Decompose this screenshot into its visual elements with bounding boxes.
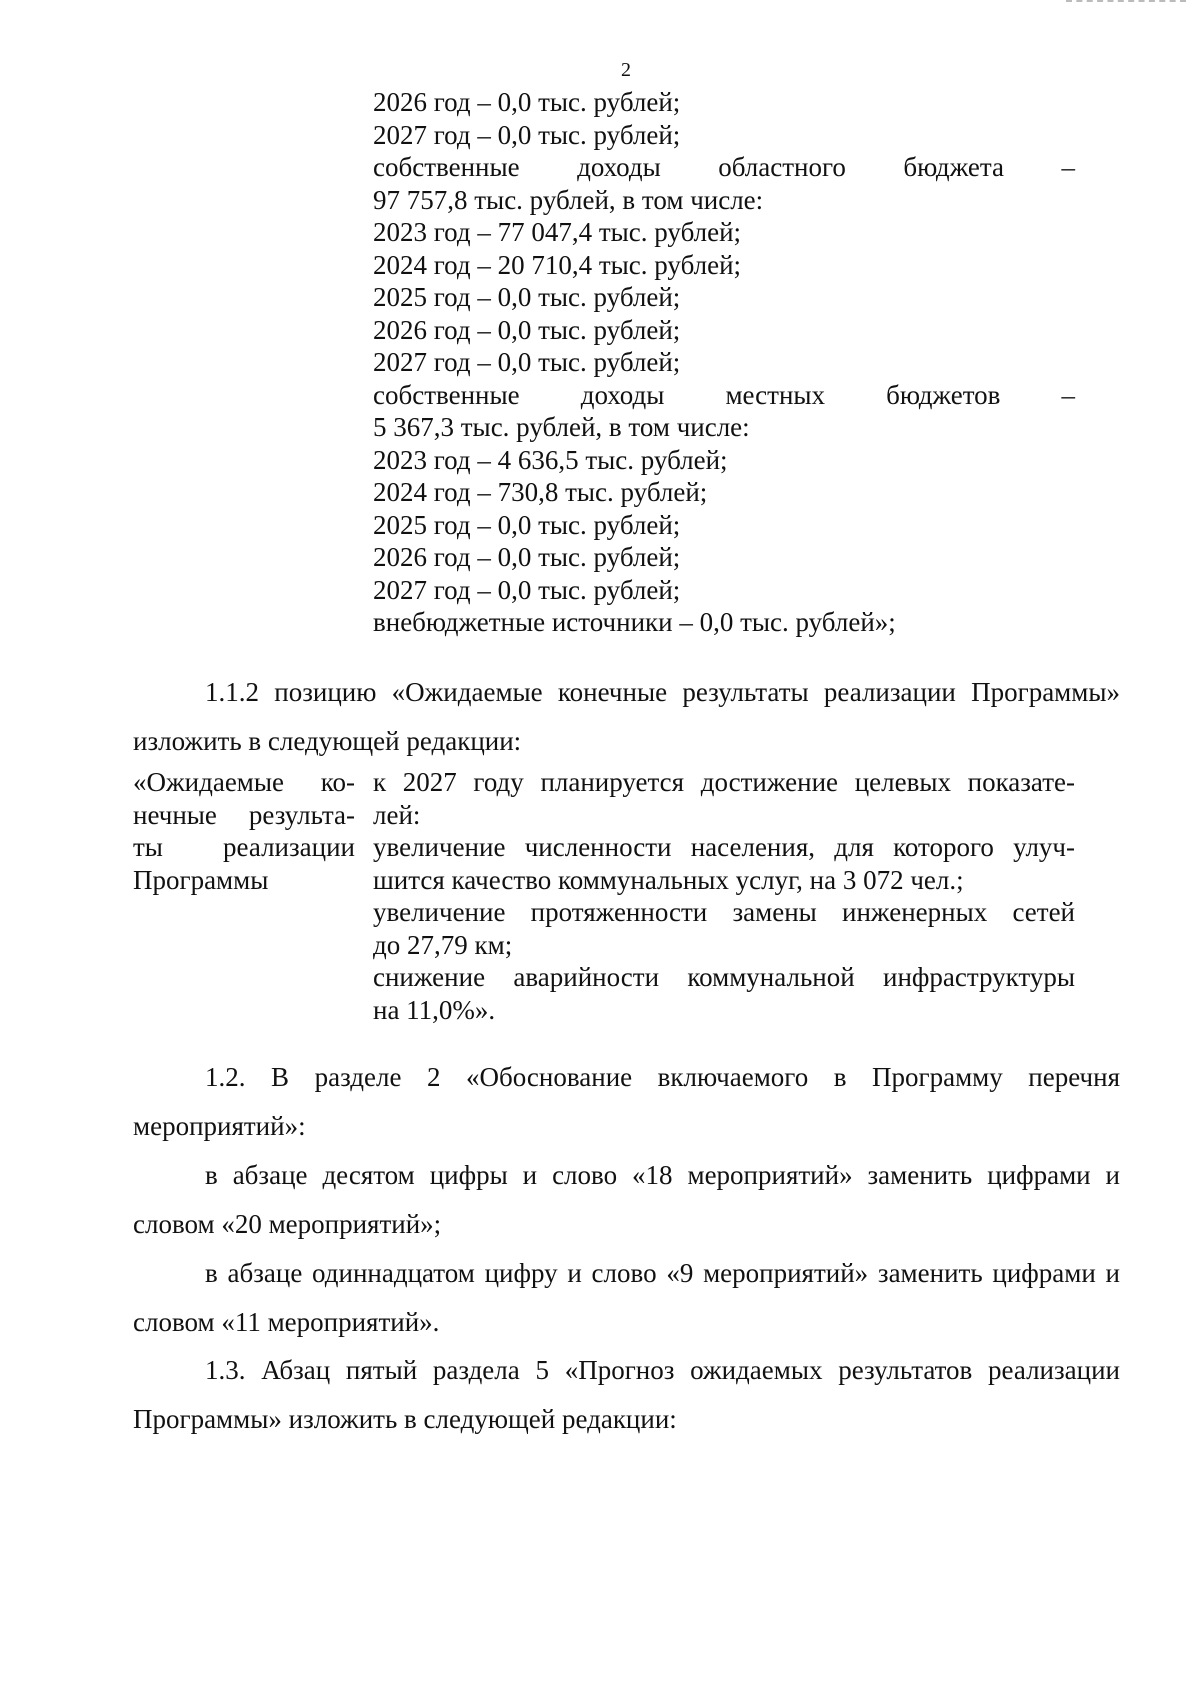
results-table xyxy=(133,766,1075,1026)
budget-line: 2024 год – 730,8 тыс. рублей; xyxy=(373,477,708,507)
budget-line: 5 367,3 тыс. рублей, в том числе: xyxy=(373,412,750,442)
results-table-content: к 2027 году планируется достижение целевых показате- лей: увеличение численности населения, для которого улуч- шится качество коммунальных услуг, на 3 072 чел.; увеличение протяженности замены инженерных сетей до 27,79 км; снижение аварийности коммунальной инфраструктуры на 11,0%». xyxy=(373,767,1075,1025)
budget-line: 97 757,8 тыс. рублей, в том числе: xyxy=(373,184,764,215)
budget-line: 2027 год – 0,0 тыс. рублей; xyxy=(373,347,681,377)
budget-line: 2024 год – 20 710,4 тыс. рублей; xyxy=(373,249,742,280)
page-number: 2 xyxy=(621,59,631,81)
budget-line: 2026 год – 0,0 тыс. рублей; xyxy=(373,314,681,345)
budget-line: 2025 год – 0,0 тыс. рублей; xyxy=(373,509,681,540)
budget-line: 2026 год – 0,0 тыс. рублей; xyxy=(373,87,681,117)
funding-lines xyxy=(373,86,1075,639)
results-table-label: «Ожидаемые ко- нечные результа- ты реализации Программы xyxy=(133,767,355,895)
paragraph-1-1-2: 1.1.2 позицию «Ожидаемые конечные результаты реализации Программы» изложить в следующей редакции: xyxy=(133,677,1120,756)
paragraph-1-3: 1.3. Абзац пятый раздела 5 «Прогноз ожидаемых результатов реализации Программы» изложить в следующей редакции: xyxy=(133,1355,1120,1434)
regional-budget-header: собственные доходы областного бюджета – xyxy=(373,152,1075,182)
budget-line: внебюджетные источники – 0,0 тыс. рублей»; xyxy=(373,607,896,637)
budget-line: 2027 год – 0,0 тыс. рублей; xyxy=(373,574,681,605)
budget-line: 2023 год – 4 636,5 тыс. рублей; xyxy=(373,444,728,475)
paragraph-abzac-10: в абзаце десятом цифры и слово «18 мероприятий» заменить цифрами и словом «20 мероприятий»; xyxy=(133,1160,1120,1239)
paragraph-abzac-11: в абзаце одиннадцатом цифру и слово «9 мероприятий» заменить цифрами и словом «11 мероприятий». xyxy=(133,1258,1120,1337)
scan-edge-mark xyxy=(1066,0,1186,6)
local-budget-header: собственные доходы местных бюджетов – xyxy=(373,379,1075,410)
budget-line: 2023 год – 77 047,4 тыс. рублей; xyxy=(373,217,742,247)
budget-line: 2027 год – 0,0 тыс. рублей; xyxy=(373,119,681,150)
budget-line: 2025 год – 0,0 тыс. рублей; xyxy=(373,282,681,312)
paragraph-1-2: 1.2. В разделе 2 «Обоснование включаемого в Программу перечня мероприятий»: xyxy=(133,1062,1120,1141)
budget-line: 2026 год – 0,0 тыс. рублей; xyxy=(373,542,681,572)
